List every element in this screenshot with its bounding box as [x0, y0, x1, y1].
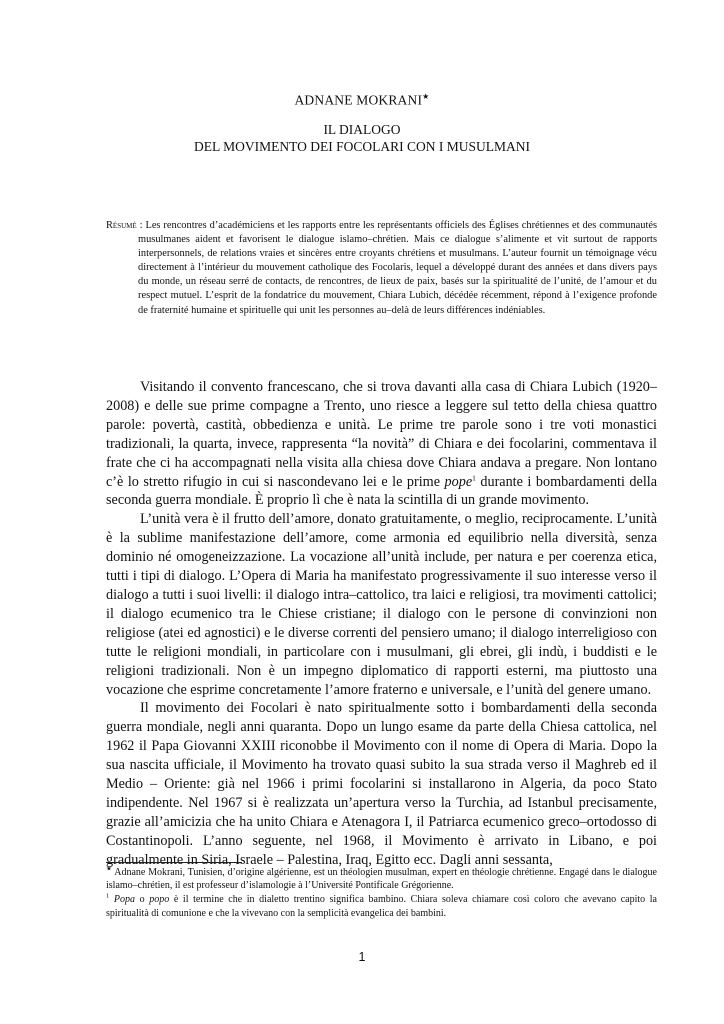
abstract-separator: : — [136, 220, 146, 231]
title-line-2: DEL MOVIMENTO DEI FOCOLARI CON I MUSULMANI — [194, 139, 530, 154]
paragraph-1: Visitando il convento francescano, che si trova davanti alla casa di Chiara Lubich (1920–2008) e delle sue prime compagne a Trento, uno riesce a leggere sul tetto della chiesa quattro parole: povertà, castità, obbedienza e unità. Le prime tre parole sono i tre voti monastici tradizionali, la quarta, invece, rappresenta “la novità” di Chiara e dei focolarini, commentava il frate che ci ha accompagnati nella visita alla chiesa dove Chiara andava a pregare. Non lontano c’è lo stretto rifugio in cui si nascondevano lei e le prime pope$^1$ durante i bombardamenti della seconda guerra mondiale. È proprio lì che è nata la scintilla di un grande movimento. — [106, 379, 657, 509]
abstract — [106, 219, 657, 318]
article-title — [0, 121, 724, 155]
footnote-mark-1: 1 — [106, 893, 110, 901]
footnote-author: ★ Adnane Mokrani, Tunisien, d’origine algérienne, est un théologien musulman, expert en théologie chrétienne. Engagé dans le dialogue islamo–chrétien, il est professeur d’islamologie à l’Université Pontificale Grégorienne. — [106, 865, 657, 892]
article-body — [106, 378, 657, 870]
footnote-ref-1[interactable]: 1 — [472, 472, 476, 482]
abstract-text: Les rencontres d’académiciens et les rapports entre les représentants officiels des Églises chrétiennes et des communautés musulmanes aident et favorisent le dialogue islamo–chrétien. Mais ce dialogue s’alimente et vit surtout de rapports interpersonnels, de relations vraies et sincères entre croyants chrétiens et musulmans. L’auteur fournit un témoignage vécu directement à l’intérieur du mouvement catholique des Focolaris, lequel a développé durant des années et dans divers pays du monde, un réseau serré de contacts, de rencontres, de lieux de paix, basés sur la spiritualité de l’unité, de l’amour et du respect mutuel. L’esprit de la fondatrice du mouvement, Chiara Lubich, décédée récemment, répond à l’exigence profonde de fraternité humaine et spirituelle qui unit les personnes au–delà de leurs différences indéniables. — [138, 220, 657, 316]
title-line-1: IL DIALOGO — [323, 122, 401, 137]
author-name — [0, 92, 724, 109]
italic-term: pope — [444, 473, 473, 490]
footnote-mark-star: ★ — [106, 865, 113, 873]
author-footnote-mark[interactable]: ★ — [422, 92, 430, 101]
abstract-label: Résumé — [106, 220, 137, 231]
footnotes — [106, 866, 657, 921]
paragraph-3: Il movimento dei Focolari è nato spiritualmente sotto i bombardamenti della seconda guerra mondiale, negli anni quaranta. Dopo un lungo esame da parte della Chiesa cattolica, nel 1962 il Papa Giovanni XXIII riconobbe il Movimento con il nome di Opera di Maria. Dopo la sua nascita ufficiale, il Movimento ha trovato quasi subito la sua strada verso il Maghreb ed il Medio – Oriente: già nel 1966 i primi focolarini si installarono in Algeria, da poco Stato indipendente. Nel 1967 si è realizzata un’apertura verso la Turchia, ad Istanbul precisamente, grazie all’amicizia che ha unito Chiara e Atenagora I, il Patriarca ecumenico greco–ortodosso di Costantinopoli. L’anno seguente, nel 1968, il Movimento è arrivato in Libano, e poi gradualmente in Siria, Israele – Palestina, Iraq, Egitto ecc. Dagli anni sessanta, — [106, 700, 657, 868]
footnote-1: $^1$ Popa o popo è il termine che in dialetto trentino significa bambino. Chiara soleva chiamare così coloro che avevano capito la spiritualità di comunione e che la vivevano con la semplicità evangelica dei bambini. — [106, 893, 657, 919]
page-number: 1 — [358, 950, 366, 964]
paragraph-2: L’unità vera è il frutto dell’amore, donato gratuitamente, o meglio, reciprocamente. L’unità è la sublime manifestazione dell’amore, come armonia ed equilibrio nella diversità, senza dominio né omogeneizzazione. La vocazione all’unità include, per natura e per coerenza etica, tutti i tipi di dialogo. L’Opera di Maria ha manifestato progressivamente il suo interesse verso il dialogo a tutti i suoi livelli: il dialogo intra–cattolico, tra laici e religiosi, tra movimenti cattolici; il dialogo ecumenico tra le Chiese cristiane; il dialogo con le persone di convinzioni non religiose (atei ed agnostici) e le diverse correnti del pensiero umano; il dialogo interreligioso con tutte le religioni mondiali, in particolare con i musulmani, gli ebrei, gli indù, i buddisti e le religioni tradizionali. Non è un impegno diplomatico di rapporti esterni, ma piuttosto una vocazione che esprime concretamente l’amore fraterno e universale, e l’unità del genere umano. — [106, 511, 657, 698]
footnote-separator — [106, 862, 242, 863]
author-text: ADNANE MOKRANI — [294, 92, 423, 108]
